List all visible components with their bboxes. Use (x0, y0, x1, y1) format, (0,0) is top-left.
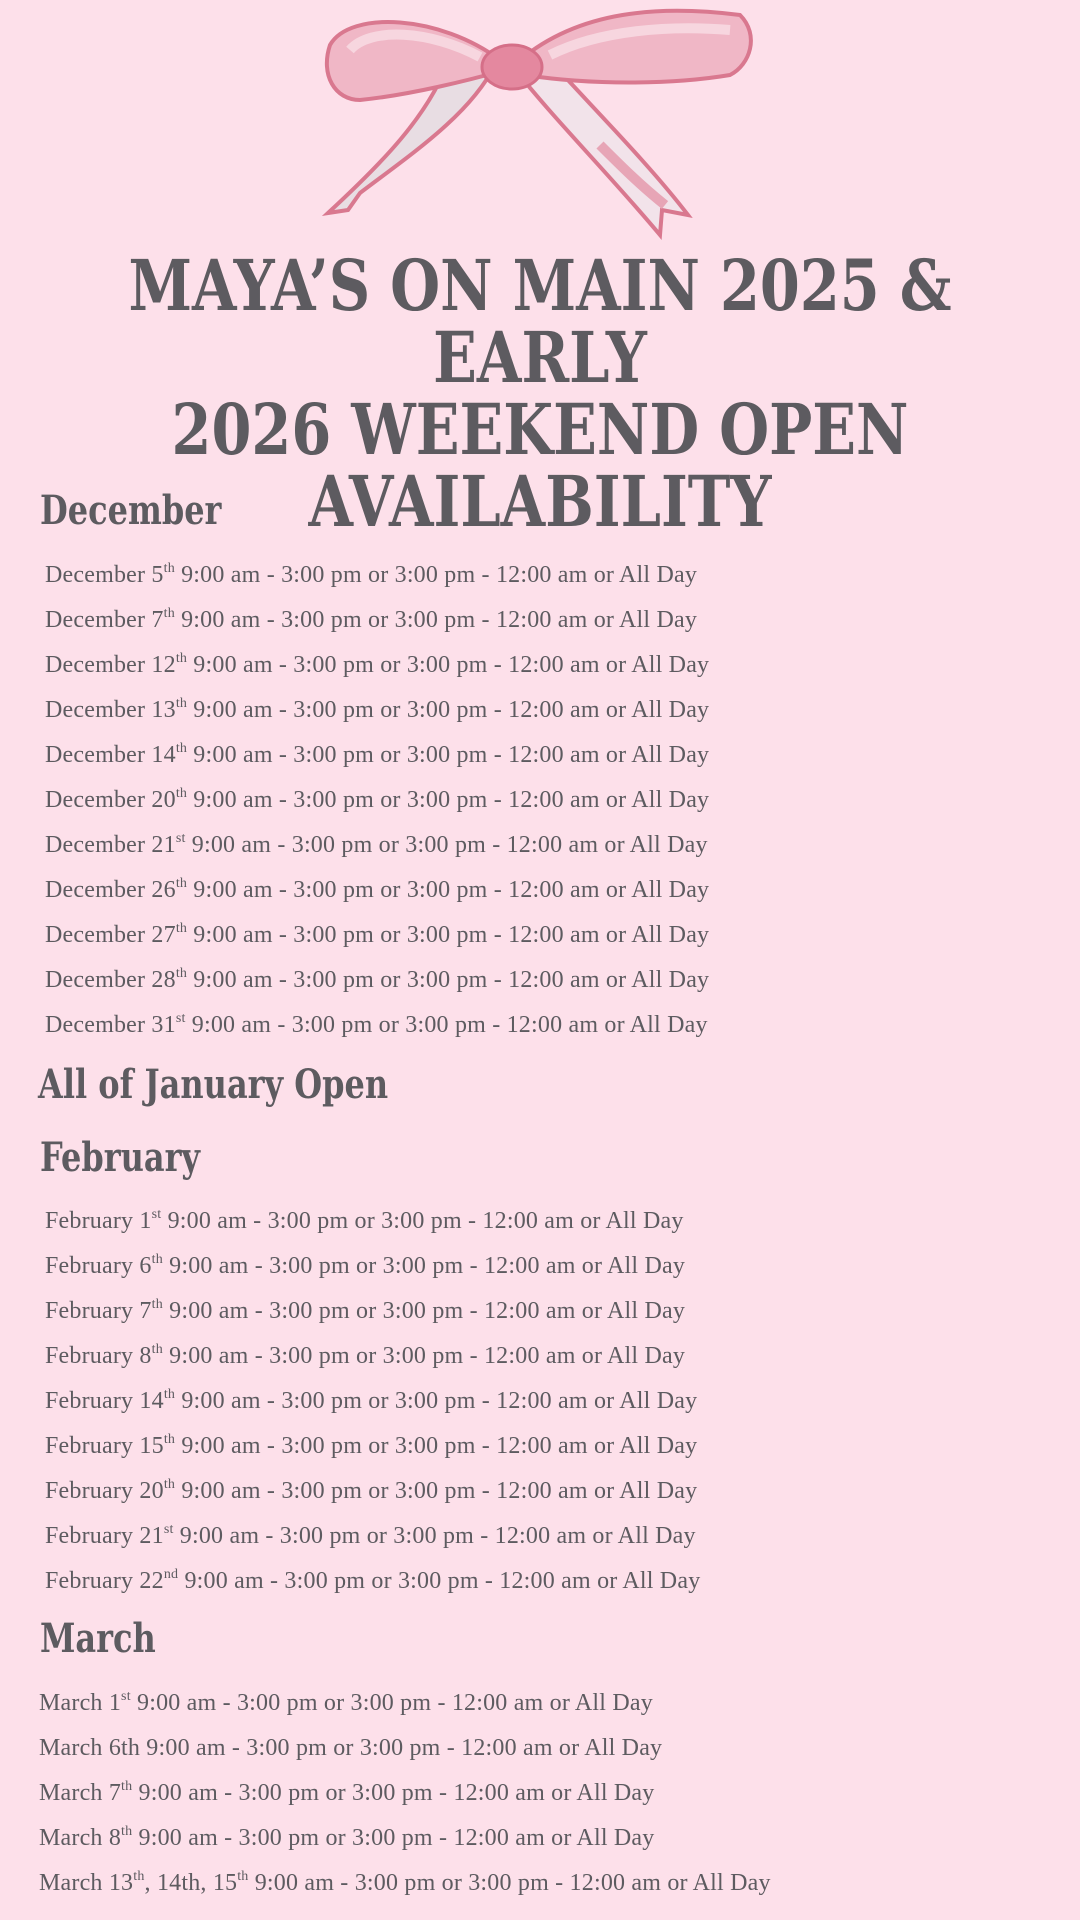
list-item: March 6th 9:00 am - 3:00 pm or 3:00 pm - 12:00 am or All Day (39, 1735, 663, 1761)
section-heading-january: All of January Open (38, 1061, 389, 1108)
ribbon-bow-image (320, 5, 760, 240)
list-item: December 20th 9:00 am - 3:00 pm or 3:00 pm - 12:00 am or All Day (45, 786, 710, 813)
list-item: February 15th 9:00 am - 3:00 pm or 3:00 pm - 12:00 am or All Day (45, 1432, 698, 1459)
list-item: March 13th, 14th, 15th 9:00 am - 3:00 pm or 3:00 pm - 12:00 am or All Day (39, 1869, 771, 1896)
list-item: February 7th 9:00 am - 3:00 pm or 3:00 pm - 12:00 am or All Day (45, 1297, 686, 1324)
list-item: December 13th 9:00 am - 3:00 pm or 3:00 pm - 12:00 am or All Day (45, 696, 710, 723)
list-item: March 7th 9:00 am - 3:00 pm or 3:00 pm - 12:00 am or All Day (39, 1779, 655, 1806)
section-heading-december: December (40, 487, 222, 534)
list-item: December 31st 9:00 am - 3:00 pm or 3:00 pm - 12:00 am or All Day (45, 1011, 708, 1038)
list-item: February 22nd 9:00 am - 3:00 pm or 3:00 pm - 12:00 am or All Day (45, 1567, 701, 1594)
list-item: December 27th 9:00 am - 3:00 pm or 3:00 pm - 12:00 am or All Day (45, 921, 710, 948)
section-heading-february: February (40, 1134, 201, 1181)
list-item: December 12th 9:00 am - 3:00 pm or 3:00 pm - 12:00 am or All Day (45, 651, 710, 678)
list-item: February 8th 9:00 am - 3:00 pm or 3:00 pm - 12:00 am or All Day (45, 1342, 686, 1369)
title-line-2: 2026 WEEKEND OPEN (171, 388, 909, 471)
list-item: December 21st 9:00 am - 3:00 pm or 3:00 pm - 12:00 am or All Day (45, 831, 708, 858)
list-item: December 5th 9:00 am - 3:00 pm or 3:00 pm - 12:00 am or All Day (45, 561, 698, 588)
title-line-1: MAYA’S ON MAIN 2025 & EARLY (128, 244, 952, 399)
list-item: February 20th 9:00 am - 3:00 pm or 3:00 pm - 12:00 am or All Day (45, 1477, 698, 1504)
list-item: February 1st 9:00 am - 3:00 pm or 3:00 pm - 12:00 am or All Day (45, 1207, 684, 1234)
section-heading-march: March (40, 1615, 156, 1662)
list-item: December 26th 9:00 am - 3:00 pm or 3:00 pm - 12:00 am or All Day (45, 876, 710, 903)
title-line-3: AVAILABILITY (308, 460, 772, 543)
list-item: December 28th 9:00 am - 3:00 pm or 3:00 pm - 12:00 am or All Day (45, 966, 710, 993)
list-item: December 7th 9:00 am - 3:00 pm or 3:00 pm - 12:00 am or All Day (45, 606, 698, 633)
list-item: February 21st 9:00 am - 3:00 pm or 3:00 pm - 12:00 am or All Day (45, 1522, 696, 1549)
list-item: March 8th 9:00 am - 3:00 pm or 3:00 pm - 12:00 am or All Day (39, 1824, 655, 1851)
list-item: December 14th 9:00 am - 3:00 pm or 3:00 pm - 12:00 am or All Day (45, 741, 710, 768)
list-item: February 6th 9:00 am - 3:00 pm or 3:00 pm - 12:00 am or All Day (45, 1252, 686, 1279)
list-item: February 14th 9:00 am - 3:00 pm or 3:00 pm - 12:00 am or All Day (45, 1387, 698, 1414)
list-item: March 1st 9:00 am - 3:00 pm or 3:00 pm - 12:00 am or All Day (39, 1689, 653, 1716)
page-title (97, 244, 983, 543)
